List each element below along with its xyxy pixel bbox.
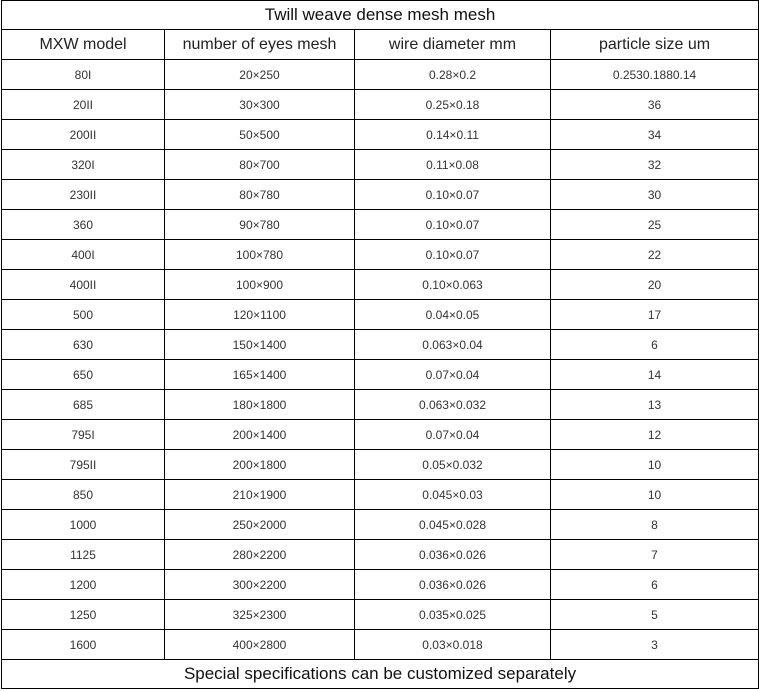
cell-wire-diameter: 0.14×0.11 — [355, 120, 551, 150]
cell-mesh-count: 30×300 — [165, 90, 355, 120]
cell-particle-size: 32 — [551, 150, 759, 180]
table-title: Twill weave dense mesh mesh — [2, 1, 759, 30]
cell-particle-size: 14 — [551, 360, 759, 390]
cell-model: 1600 — [2, 630, 165, 660]
cell-mesh-count: 210×1900 — [165, 480, 355, 510]
cell-particle-size: 34 — [551, 120, 759, 150]
cell-model: 795II — [2, 450, 165, 480]
cell-mesh-count: 180×1800 — [165, 390, 355, 420]
table-row — [2, 630, 759, 660]
cell-mesh-count: 120×1100 — [165, 300, 355, 330]
cell-particle-size: 25 — [551, 210, 759, 240]
header-row — [2, 30, 759, 60]
cell-mesh-count: 200×1800 — [165, 450, 355, 480]
table-row — [2, 480, 759, 510]
cell-model: 400I — [2, 240, 165, 270]
cell-model: 1250 — [2, 600, 165, 630]
cell-wire-diameter: 0.04×0.05 — [355, 300, 551, 330]
table-row — [2, 240, 759, 270]
table-row — [2, 120, 759, 150]
cell-particle-size: 13 — [551, 390, 759, 420]
table-row — [2, 180, 759, 210]
table-row — [2, 390, 759, 420]
cell-particle-size: 10 — [551, 480, 759, 510]
table-row — [2, 450, 759, 480]
table-row — [2, 300, 759, 330]
cell-wire-diameter: 0.035×0.025 — [355, 600, 551, 630]
cell-wire-diameter: 0.036×0.026 — [355, 570, 551, 600]
cell-particle-size: 12 — [551, 420, 759, 450]
cell-particle-size: 8 — [551, 510, 759, 540]
cell-mesh-count: 20×250 — [165, 60, 355, 90]
cell-mesh-count: 50×500 — [165, 120, 355, 150]
cell-model: 20II — [2, 90, 165, 120]
cell-particle-size: 36 — [551, 90, 759, 120]
cell-mesh-count: 280×2200 — [165, 540, 355, 570]
cell-mesh-count: 100×900 — [165, 270, 355, 300]
cell-model: 685 — [2, 390, 165, 420]
table-row — [2, 510, 759, 540]
cell-particle-size: 30 — [551, 180, 759, 210]
cell-model: 1000 — [2, 510, 165, 540]
cell-particle-size: 0.2530.1880.14 — [551, 60, 759, 90]
header-model: MXW model — [2, 30, 165, 60]
cell-mesh-count: 300×2200 — [165, 570, 355, 600]
cell-mesh-count: 325×2300 — [165, 600, 355, 630]
cell-wire-diameter: 0.045×0.03 — [355, 480, 551, 510]
table-row — [2, 270, 759, 300]
cell-mesh-count: 100×780 — [165, 240, 355, 270]
title-row — [2, 1, 759, 30]
table-footer-note: Special specifications can be customized separately — [2, 660, 759, 689]
cell-particle-size: 10 — [551, 450, 759, 480]
cell-model: 630 — [2, 330, 165, 360]
table-row — [2, 540, 759, 570]
header-wire-diameter: wire diameter mm — [355, 30, 551, 60]
cell-wire-diameter: 0.10×0.063 — [355, 270, 551, 300]
cell-wire-diameter: 0.28×0.2 — [355, 60, 551, 90]
cell-mesh-count: 80×700 — [165, 150, 355, 180]
cell-mesh-count: 90×780 — [165, 210, 355, 240]
cell-particle-size: 20 — [551, 270, 759, 300]
cell-model: 850 — [2, 480, 165, 510]
cell-model: 200II — [2, 120, 165, 150]
cell-model: 795I — [2, 420, 165, 450]
cell-particle-size: 6 — [551, 570, 759, 600]
cell-model: 500 — [2, 300, 165, 330]
spec-table-body — [2, 1, 759, 689]
cell-wire-diameter: 0.03×0.018 — [355, 630, 551, 660]
cell-model: 360 — [2, 210, 165, 240]
cell-wire-diameter: 0.10×0.07 — [355, 180, 551, 210]
cell-model: 400II — [2, 270, 165, 300]
cell-model: 80I — [2, 60, 165, 90]
cell-particle-size: 17 — [551, 300, 759, 330]
cell-model: 650 — [2, 360, 165, 390]
cell-model: 230II — [2, 180, 165, 210]
table-row — [2, 210, 759, 240]
header-mesh-count: number of eyes mesh — [165, 30, 355, 60]
header-particle-size: particle size um — [551, 30, 759, 60]
table-row — [2, 150, 759, 180]
cell-wire-diameter: 0.07×0.04 — [355, 360, 551, 390]
footer-row — [2, 660, 759, 689]
cell-particle-size: 7 — [551, 540, 759, 570]
cell-wire-diameter: 0.11×0.08 — [355, 150, 551, 180]
cell-particle-size: 6 — [551, 330, 759, 360]
mesh-spec-table — [1, 0, 759, 689]
cell-model: 320I — [2, 150, 165, 180]
table-row — [2, 60, 759, 90]
table-row — [2, 420, 759, 450]
cell-mesh-count: 150×1400 — [165, 330, 355, 360]
cell-model: 1125 — [2, 540, 165, 570]
cell-wire-diameter: 0.05×0.032 — [355, 450, 551, 480]
cell-model: 1200 — [2, 570, 165, 600]
cell-mesh-count: 200×1400 — [165, 420, 355, 450]
cell-mesh-count: 165×1400 — [165, 360, 355, 390]
cell-particle-size: 5 — [551, 600, 759, 630]
cell-mesh-count: 80×780 — [165, 180, 355, 210]
cell-mesh-count: 250×2000 — [165, 510, 355, 540]
cell-wire-diameter: 0.063×0.032 — [355, 390, 551, 420]
table-row — [2, 360, 759, 390]
cell-mesh-count: 400×2800 — [165, 630, 355, 660]
cell-particle-size: 22 — [551, 240, 759, 270]
cell-wire-diameter: 0.10×0.07 — [355, 210, 551, 240]
table-row — [2, 600, 759, 630]
cell-wire-diameter: 0.063×0.04 — [355, 330, 551, 360]
cell-wire-diameter: 0.25×0.18 — [355, 90, 551, 120]
table-row — [2, 570, 759, 600]
cell-wire-diameter: 0.045×0.028 — [355, 510, 551, 540]
table-row — [2, 90, 759, 120]
cell-wire-diameter: 0.036×0.026 — [355, 540, 551, 570]
cell-wire-diameter: 0.10×0.07 — [355, 240, 551, 270]
cell-wire-diameter: 0.07×0.04 — [355, 420, 551, 450]
table-row — [2, 330, 759, 360]
cell-particle-size: 3 — [551, 630, 759, 660]
